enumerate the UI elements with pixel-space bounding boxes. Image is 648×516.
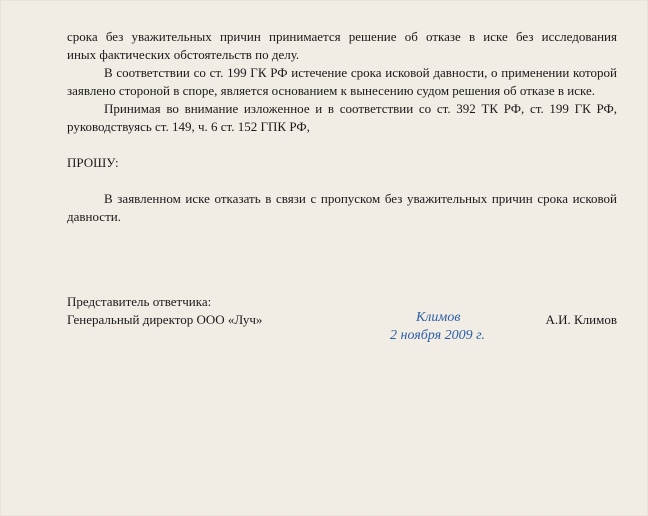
request-heading: ПРОШУ: xyxy=(67,155,119,170)
spacer xyxy=(67,136,617,154)
handwritten-date: 2 ноября 2009 г. xyxy=(390,328,485,343)
paragraph-2: В соответствии со ст. 199 ГК РФ истечение срока исковой давности, о применении которой заявлено стороной в споре, является основанием к вынесению судом решения об отказе в иске. xyxy=(67,65,617,98)
signature-printed-name: А.И. Климов xyxy=(545,312,617,327)
signature-role: Представитель ответчика: xyxy=(67,294,212,309)
paragraph-1-line-2: иных фактических обстоятельств по делу. xyxy=(67,47,300,62)
paragraph-1-line-1: срока без уважительных причин принимается решение об отказе в иске без исследования xyxy=(67,29,617,44)
handwritten-signature: Климов xyxy=(416,310,461,325)
signature-main-row xyxy=(67,311,617,329)
request-text: В заявленном иске отказать в связи с пропуском без уважительных причин срока исковой давности. xyxy=(67,191,617,224)
signature-position: Генеральный директор ООО «Луч» xyxy=(67,312,263,327)
signature-role-row xyxy=(67,293,617,311)
paragraph-3: Принимая во внимание изложенное и в соответствии со ст. 392 ТК РФ, ст. 199 ГК РФ, руководствуясь ст. 149, ч. 6 ст. 152 ГПК РФ, xyxy=(67,101,617,134)
signature-block xyxy=(67,293,617,329)
document-body xyxy=(67,28,617,226)
spacer xyxy=(67,172,617,190)
